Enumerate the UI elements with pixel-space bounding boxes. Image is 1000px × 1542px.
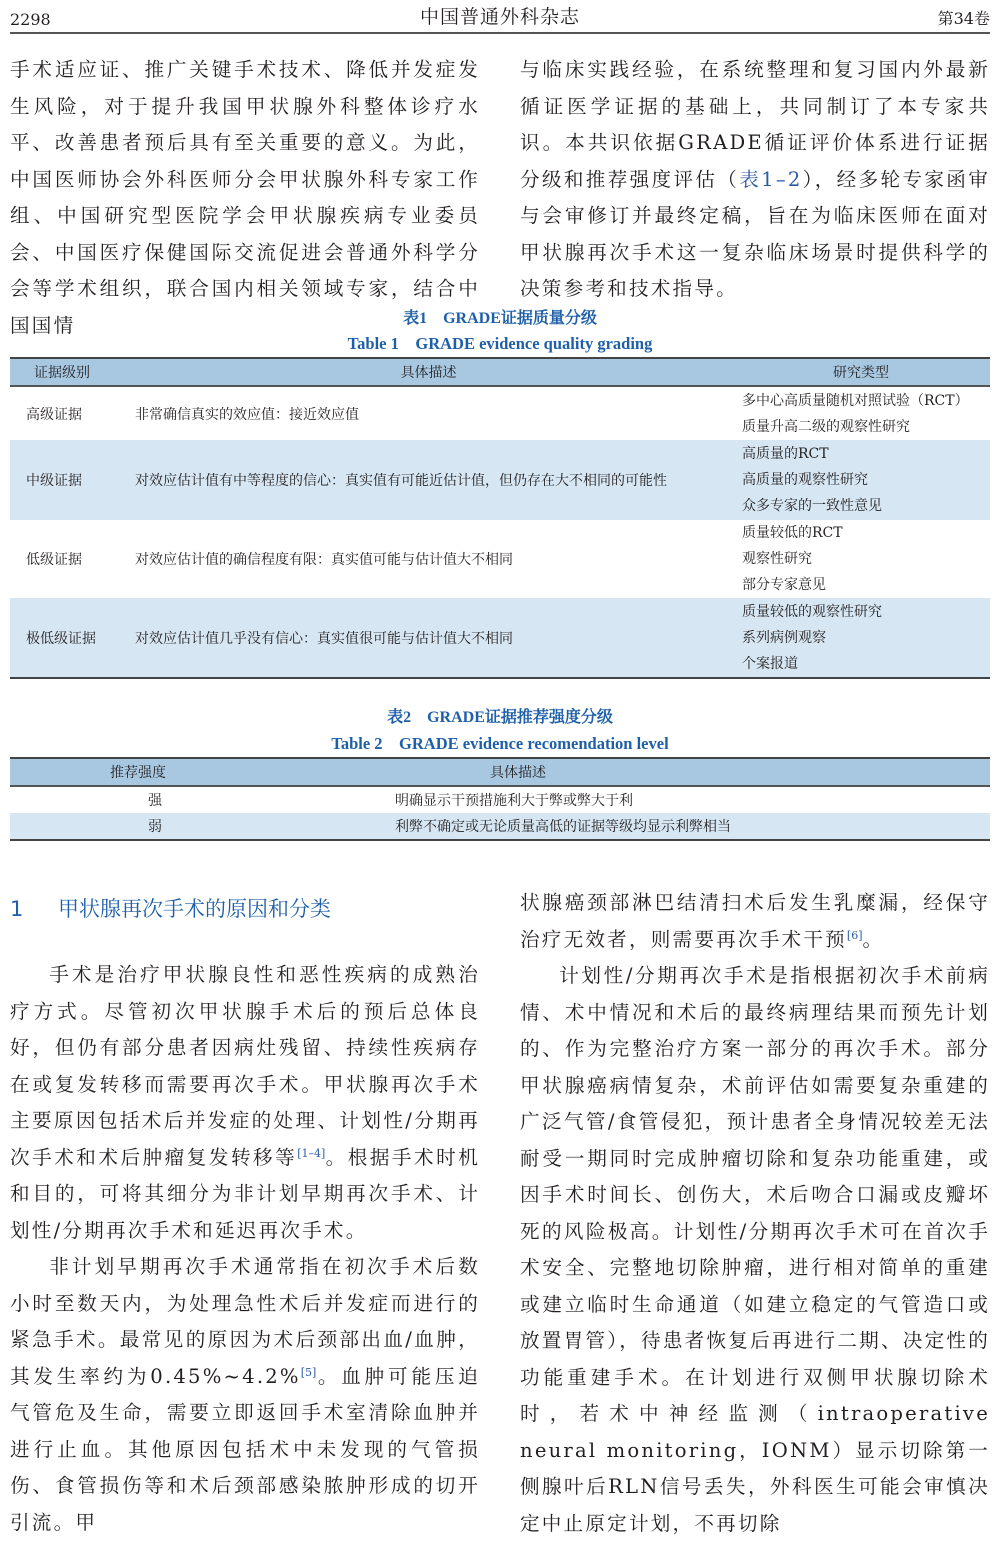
table1-type: 部分专家意见: [742, 577, 826, 593]
running-header: [10, 0, 990, 34]
table1-desc: 对效应估计值几乎没有信心：真实值很可能与估计值大不相同: [125, 598, 732, 678]
table1-type: 质量较低的RCT: [742, 525, 843, 541]
table1-header-desc: 具体描述: [125, 358, 732, 386]
intro-right-text: 与临床实践经验，在系统整理和复习国内外最新循证医学证据的基础上，共同制订了本专家共识。本共识依据GRADE循证评价体系进行证据分级和推荐强度评估（表1–2），经多轮专家函审与会审修订并最终定稿，旨在为临床医师在面对甲状腺再次手术这一复杂临床场景时提供科学的决策参考和技术指导。: [520, 58, 991, 300]
table2-strength: 强: [148, 793, 162, 809]
table1-grade-quality: [10, 357, 990, 679]
table-row: [10, 520, 990, 598]
table1-type: 高质量的观察性研究: [742, 472, 868, 488]
citation[interactable]: [5]: [300, 1365, 317, 1379]
journal-title: 中国普通外科杂志: [419, 6, 580, 28]
table2-caption-cn: 表2 GRADE证据推荐强度分级: [387, 709, 613, 726]
table1-level: 中级证据: [26, 473, 82, 489]
table1-type: 众多专家的一致性意见: [742, 498, 882, 514]
table2-strength: 弱: [10, 813, 283, 840]
table1-level: 低级证据: [26, 552, 82, 568]
section-number: 1: [10, 897, 24, 921]
table2-recommendation-level: [10, 757, 990, 841]
table2-header-row: [10, 758, 990, 786]
table1-level: 高级证据: [26, 406, 82, 423]
table1-header-level: 证据级别: [10, 358, 125, 386]
intro-right-column: [520, 52, 990, 308]
table1-caption-en: Table 1 GRADE evidence quality grading: [347, 334, 653, 353]
table-ref-link[interactable]: 表1–2: [739, 167, 803, 191]
citation[interactable]: [1–4]: [297, 1146, 326, 1160]
paragraph: 状腺癌颈部淋巴结清扫术后发生乳糜漏，经保守治疗无效者，则需要再次手术干预[6]。: [520, 891, 990, 951]
table2-caption-en: Table 2 GRADE evidence recomendation level: [331, 734, 669, 753]
table1-header-types: 研究类型: [732, 358, 990, 386]
intro-left-column: [10, 52, 480, 344]
table1-type: 质量升高二级的观察性研究: [742, 418, 910, 435]
table-row: [10, 786, 990, 813]
volume-label: 第34卷: [937, 9, 990, 28]
table-row: [10, 813, 990, 840]
table-row: [10, 598, 990, 678]
table2-header-strength: 推荐强度: [10, 758, 283, 786]
table1-desc: 对效应估计值有中等程度的信心：真实值有可能近估计值，但仍存在大不相同的可能性: [135, 473, 667, 489]
paragraph: 手术是治疗甲状腺良性和恶性疾病的成熟治疗方式。尽管初次甲状腺手术后的预后总体良好，但仍有部分患者因病灶残留、持续性疾病存在或复发转移而需要再次手术。甲状腺再次手术主要原因包括术后并发症的处理、计划性/分期再次手术和术后肿瘤复发转移等[1–4]。根据手术时机和目的，可将其细分为非计划早期再次手术、计划性/分期再次手术和延迟再次手术。: [10, 963, 480, 1242]
section-heading: [10, 893, 331, 923]
intro-left-text: 手术适应证、推广关键手术技术、降低并发症发生风险，对于提升我国甲状腺外科整体诊疗水平、改善患者预后具有至关重要的意义。为此，中国医师协会外科医师分会甲状腺外科专家工作组、中国研究型医院学会甲状腺疾病专业委员会、中国医疗保健国际交流促进会普通外科学分会等学术组织，联合国内相关领域专家，结合中国国情: [10, 58, 480, 337]
table1-desc: 对效应估计值的确信程度有限：真实值可能与估计值大不相同: [135, 552, 513, 568]
body-left-column: [10, 957, 480, 1541]
table1-type: 多中心高质量随机对照试验（RCT）: [742, 392, 969, 409]
page-number: 2298: [10, 10, 51, 29]
table1-type: 观察性研究: [742, 551, 812, 567]
table-row: [10, 440, 990, 520]
table1-header-row: [10, 358, 990, 386]
table-row: [10, 386, 990, 440]
table2-desc: 明确显示干预措施利大于弊或弊大于利: [395, 793, 633, 809]
paragraph: 非计划早期再次手术通常指在初次手术后数小时至数天内，为处理急性术后并发症而进行的紧急手术。最常见的原因为术后颈部出血/血肿，其发生率约为0.45%~4.2%[5]。血肿可能压迫气管危及生命，需要立即返回手术室清除血肿并进行止血。其他原因包括术中未发现的气管损伤、食管损伤等和术后颈部感染脓肿形成的切开引流。甲: [10, 1255, 480, 1534]
table1-caption-cn: 表1 GRADE证据质量分级: [403, 310, 597, 327]
table2-header-desc: 具体描述: [283, 758, 990, 786]
table1-level: 极低级证据: [10, 598, 125, 678]
paragraph: 计划性/分期再次手术是指根据初次手术前病情、术中情况和术后的最终病理结果而预先计划的、作为完整治疗方案一部分的再次手术。部分甲状腺癌病情复杂，术前评估如需要复杂重建的广泛气管/食管侵犯，预计患者全身情况较差无法耐受一期同时完成肿瘤切除和复杂功能重建，或因手术时间长、创伤大，术后吻合口漏或皮瓣坏死的风险极高。计划性/分期再次手术可在首次手术安全、完整地切除肿瘤，进行相对简单的重建或建立临时生命通道（如建立稳定的气管造口或放置胃管），待患者恢复后再进行二期、决定性的功能重建手术。在计划进行双侧甲状腺切除术时，若术中神经监测（intraoperative neural monitoring，IONM）显示切除第一侧腺叶后RLN信号丢失，外科医生可能会审慎决定中止原定计划，不再切除: [520, 964, 990, 1535]
citation[interactable]: [6]: [846, 928, 863, 942]
table1-type: 高质量的RCT: [742, 446, 829, 462]
table1-type: 质量较低的观察性研究: [742, 603, 882, 620]
table1-desc: 非常确信真实的效应值：接近效应值: [135, 406, 359, 423]
table1-type: 系列病例观察: [742, 629, 826, 646]
table1-type: 个案报道: [742, 655, 798, 672]
table2-desc: 利弊不确定或无论质量高低的证据等级均显示利弊相当: [283, 813, 990, 840]
body-right-column: [520, 885, 990, 1542]
section-title: 甲状腺再次手术的原因和分类: [58, 897, 331, 921]
